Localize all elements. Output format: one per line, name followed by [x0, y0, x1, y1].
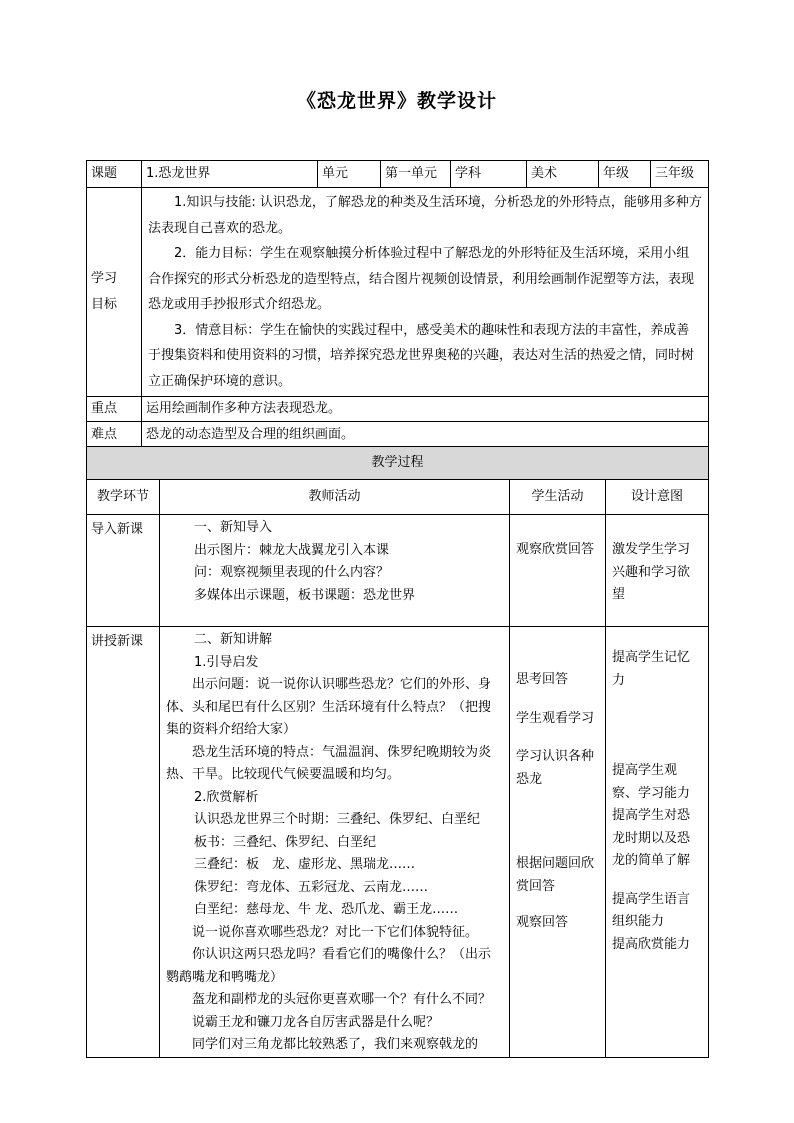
- difficulty-label: 难点: [87, 422, 142, 448]
- objective-ability: 2．能力目标：学生在观察触摸分析体验过程中了解恐龙的外形特征及生活环境，采用小组合作探究的形式分析恐龙的造型特点，结合图片视频创设情景，利用绘画制作泥塑等方法，表现恐龙或用手抄报形式介绍恐龙。: [148, 246, 695, 312]
- intro-stage: 导入新课: [87, 515, 160, 627]
- teaching-teacher-line: 盔龙和副栉龙的头冠你更喜欢哪一个？有什么不同？: [192, 992, 492, 1007]
- info-table: [86, 160, 709, 448]
- grade-value: 三年级: [651, 161, 709, 188]
- header-student: 学生活动: [510, 480, 606, 515]
- subject-label: 学科: [451, 161, 527, 188]
- teaching-teacher-line: 出示问题：说一说你认识哪些恐龙？它们的外形、身体、头和尾巴有什么区别？生活环境有什么特点？（把搜集的资料介绍给大家）: [166, 677, 492, 737]
- unit-label: 单元: [318, 161, 381, 188]
- intro-teacher-line: 出示图片：棘龙大战翼龙引入本课: [194, 542, 390, 558]
- intro-teacher-line: 多媒体出示课题，板书课题：恐龙世界: [194, 587, 416, 603]
- objective-emotion: 3．情意目标：学生在愉快的实践过程中，感受美术的趣味性和表现方法的丰富性，养成善于搜集资料和使用资料的习惯，培养探究恐龙世界奥秘的兴趣，表达对生活的热爱之情，同时树立正确保护环境的意识。: [148, 322, 695, 389]
- objectives-row: [87, 188, 709, 397]
- objectives-label: [87, 188, 142, 397]
- teaching-teacher-line: 二、新知讲解: [194, 632, 273, 647]
- teaching-intent: [606, 627, 709, 1058]
- objective-knowledge: 1.知识与技能: 认识恐龙，了解恐龙的种类及生活环境，分析恐龙的外形特点，能够用多种方法表现自己喜欢的恐龙。: [148, 195, 702, 236]
- unit-value: 第一单元: [381, 161, 451, 188]
- subject-value: 美术: [527, 161, 599, 188]
- teaching-teacher-line: 你认识这两只恐龙吗？看看它们的嘴像什么？（出示鹦鹉嘴龙和鸭嘴龙）: [166, 947, 492, 985]
- teaching-student-text: 学生观看学习: [516, 710, 595, 726]
- topic-value: 1.恐龙世界: [142, 161, 318, 188]
- intro-intent: [606, 515, 709, 627]
- intro-teacher-line: 问：观察视频里表现的什么内容？: [194, 565, 390, 580]
- teaching-row: [87, 627, 709, 1058]
- teaching-intent-text: 提高学生观察、学习能力: [612, 763, 691, 801]
- teaching-intent-text: 提高欣赏能力: [612, 936, 691, 952]
- intro-row: [87, 515, 709, 627]
- teaching-teacher-line: 白垩纪：慈母龙、牛 龙、恐爪龙、霸王龙……: [194, 902, 459, 917]
- intro-teacher: [160, 515, 510, 627]
- teaching-intent-text: 提高学生对恐龙时期以及恐龙的简单了解: [612, 808, 691, 868]
- intro-teacher-line: 一、新知导入: [194, 520, 273, 535]
- key-point-label: 重点: [87, 397, 142, 422]
- header-stage: 教学环节: [87, 480, 160, 515]
- process-header-row: [87, 480, 709, 515]
- teaching-stage: 讲授新课: [87, 627, 160, 1058]
- key-point-row: [87, 397, 709, 422]
- teaching-teacher-line: 恐龙生活环境的特点：气温温润、侏罗纪晚期较为炎热、干旱。比较现代气候要温暖和均匀。: [166, 744, 492, 782]
- process-title-row: [87, 447, 709, 480]
- teaching-teacher-line: 三叠纪：板 龙、虚形龙、黑瑞龙……: [194, 857, 416, 872]
- header-teacher: 教师活动: [160, 480, 510, 515]
- process-table: [86, 446, 709, 1058]
- teaching-teacher-line: 2.欣赏解析: [194, 789, 259, 805]
- difficulty-row: [87, 422, 709, 448]
- teaching-teacher-line: 说一说你喜欢哪些恐龙？对比一下它们体貌特征。: [192, 924, 479, 940]
- teaching-student-text: 学习认识各种恐龙: [516, 749, 595, 787]
- teaching-student-text: 思考回答: [516, 672, 569, 687]
- objectives-label-line-1: 学习: [91, 271, 118, 286]
- topic-label: 课题: [87, 161, 142, 188]
- intro-student: [510, 515, 606, 627]
- header-intent: 设计意图: [606, 480, 709, 515]
- teaching-teacher-line: 侏罗纪：弯龙体、五彩冠龙、云南龙……: [194, 879, 429, 895]
- intro-intent-text: 激发学生学习兴趣和学习欲望: [612, 542, 691, 602]
- objectives-content: [142, 188, 709, 397]
- grade-label: 年级: [599, 161, 651, 188]
- teaching-intent-text: 提高学生语言组织能力: [612, 891, 691, 929]
- teaching-teacher-line: 同学们对三角龙都比较熟悉了，我们来观察戟龙的: [192, 1037, 479, 1052]
- teaching-student-text: 观察回答: [516, 915, 569, 930]
- teaching-student: [510, 627, 606, 1058]
- teaching-teacher-line: 认识恐龙世界三个时期：三叠纪、侏罗纪、白垩纪: [194, 812, 481, 827]
- teaching-teacher: [160, 627, 510, 1058]
- teaching-teacher-line: 1.引导启发: [194, 654, 259, 670]
- difficulty-value: 恐龙的动态造型及合理的组织画面。: [142, 422, 709, 448]
- teaching-student-text: 根据问题回欣赏回答: [516, 856, 595, 894]
- key-point-value: 运用绘画制作多种方法表现恐龙。: [142, 397, 709, 422]
- intro-student-text: 观察欣赏回答: [516, 542, 595, 557]
- teaching-intent-text: 提高学生记忆力: [612, 650, 691, 688]
- teaching-teacher-line: 板书：三叠纪、侏罗纪、白垩纪: [194, 834, 377, 850]
- process-title: 教学过程: [87, 447, 709, 480]
- objectives-label-line-2: 目标: [91, 297, 118, 312]
- teaching-teacher-line: 说霸王龙和镰刀龙各自厉害武器是什么呢？: [192, 1014, 440, 1030]
- document-title: 《恐龙世界》教学设计: [296, 90, 497, 112]
- info-row: [87, 161, 709, 188]
